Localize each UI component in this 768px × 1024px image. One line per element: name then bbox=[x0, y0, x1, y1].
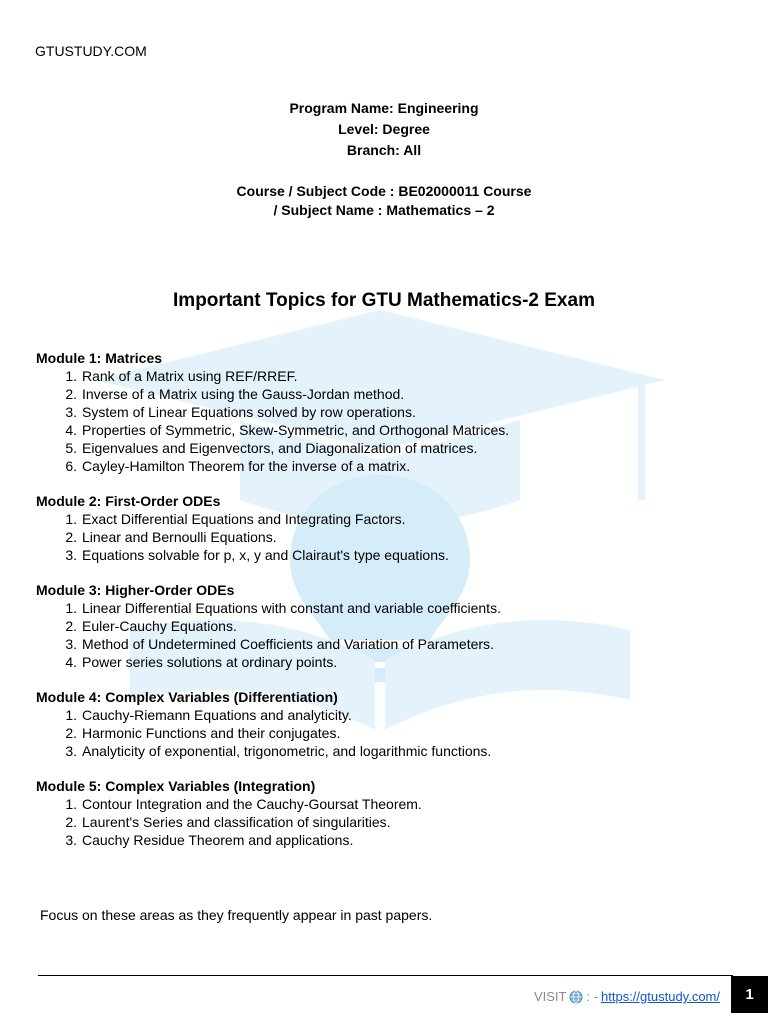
module-heading: Module 4: Complex Variables (Differentiation) bbox=[36, 689, 338, 705]
topic-text: Eigenvalues and Eigenvectors, and Diagonalization of matrices. bbox=[82, 440, 478, 456]
page-title: Important Topics for GTU Mathematics-2 Exam bbox=[173, 290, 595, 311]
program-name: Program Name: Engineering bbox=[289, 100, 479, 116]
visit-separator: : - bbox=[586, 989, 599, 1004]
topic-number: 2. bbox=[65, 529, 77, 545]
topic-item bbox=[65, 546, 736, 564]
site-name: GTUSTUDY.COM bbox=[35, 43, 147, 59]
topic-item bbox=[65, 724, 736, 742]
topic-text: Cauchy-Riemann Equations and analyticity. bbox=[82, 707, 352, 723]
module-heading: Module 3: Higher-Order ODEs bbox=[36, 582, 235, 598]
module-section bbox=[36, 581, 736, 671]
topic-text: Laurent's Series and classification of singularities. bbox=[82, 814, 391, 830]
topic-number: 1. bbox=[65, 368, 77, 384]
visit-label: VISIT bbox=[533, 989, 567, 1004]
topic-text: System of Linear Equations solved by row operations. bbox=[82, 404, 416, 420]
topic-item bbox=[65, 457, 736, 475]
module-heading: Module 5: Complex Variables (Integration) bbox=[36, 778, 316, 794]
topic-list bbox=[36, 706, 736, 760]
topic-text: Inverse of a Matrix using the Gauss-Jordan method. bbox=[82, 386, 405, 402]
topic-number: 3. bbox=[65, 832, 77, 848]
module-section bbox=[36, 688, 736, 760]
topic-item bbox=[65, 706, 736, 724]
gtustudy-link[interactable]: https://gtustudy.com/ bbox=[601, 989, 720, 1004]
topic-number: 2. bbox=[65, 386, 77, 402]
topic-text: Method of Undetermined Coefficients and Variation of Parameters. bbox=[82, 636, 494, 652]
topic-text: Linear Differential Equations with constant and variable coefficients. bbox=[82, 600, 501, 616]
topic-text: Euler-Cauchy Equations. bbox=[82, 618, 237, 634]
topic-text: Contour Integration and the Cauchy-Goursat Theorem. bbox=[82, 796, 422, 812]
topic-number: 1. bbox=[65, 707, 77, 723]
topic-number: 2. bbox=[65, 814, 77, 830]
topic-number: 1. bbox=[65, 796, 77, 812]
topic-item bbox=[65, 528, 736, 546]
modules-list bbox=[36, 349, 736, 866]
topic-item bbox=[65, 599, 736, 617]
topic-number: 3. bbox=[65, 743, 77, 759]
module-section bbox=[36, 349, 736, 475]
topic-item bbox=[65, 421, 736, 439]
topic-list bbox=[36, 510, 736, 564]
topic-number: 4. bbox=[65, 654, 77, 670]
topic-item bbox=[65, 439, 736, 457]
topic-item bbox=[65, 813, 736, 831]
globe-icon bbox=[569, 990, 583, 1004]
topic-text: Power series solutions at ordinary points. bbox=[82, 654, 338, 670]
topic-text: Linear and Bernoulli Equations. bbox=[82, 529, 277, 545]
topic-number: 3. bbox=[65, 636, 77, 652]
branch: Branch: All bbox=[346, 142, 422, 158]
topic-list bbox=[36, 795, 736, 849]
topic-item bbox=[65, 403, 736, 421]
topic-number: 1. bbox=[65, 600, 77, 616]
module-heading: Module 1: Matrices bbox=[36, 350, 163, 366]
topic-number: 1. bbox=[65, 511, 77, 527]
page-number: 1 bbox=[731, 976, 768, 1013]
topic-number: 6. bbox=[65, 458, 77, 474]
level: Level: Degree bbox=[338, 121, 430, 137]
topic-number: 3. bbox=[65, 547, 77, 563]
topic-number: 2. bbox=[65, 618, 77, 634]
focus-note: Focus on these areas as they frequently appear in past papers. bbox=[40, 907, 433, 923]
topic-text: Rank of a Matrix using REF/RREF. bbox=[82, 368, 298, 384]
footer-divider bbox=[38, 975, 733, 976]
topic-number: 5. bbox=[65, 440, 77, 456]
topic-text: Properties of Symmetric, Skew-Symmetric, and Orthogonal Matrices. bbox=[82, 422, 510, 438]
topic-item bbox=[65, 617, 736, 635]
topic-item bbox=[65, 795, 736, 813]
topic-item bbox=[65, 385, 736, 403]
topic-number: 3. bbox=[65, 404, 77, 420]
topic-item bbox=[65, 653, 736, 671]
topic-item bbox=[65, 635, 736, 653]
topic-text: Analyticity of exponential, trigonometric, and logarithmic functions. bbox=[82, 743, 492, 759]
module-section bbox=[36, 777, 736, 849]
topic-number: 2. bbox=[65, 725, 77, 741]
topic-text: Harmonic Functions and their conjugates. bbox=[82, 725, 341, 741]
course-name-line: / Subject Name : Mathematics – 2 bbox=[273, 202, 495, 218]
topic-item bbox=[65, 367, 736, 385]
topic-text: Cayley-Hamilton Theorem for the inverse of a matrix. bbox=[82, 458, 411, 474]
topic-item bbox=[65, 742, 736, 760]
topic-list bbox=[36, 599, 736, 671]
topic-number: 4. bbox=[65, 422, 77, 438]
topic-item bbox=[65, 831, 736, 849]
module-heading: Module 2: First-Order ODEs bbox=[36, 493, 221, 509]
module-section bbox=[36, 492, 736, 564]
topic-text: Cauchy Residue Theorem and applications. bbox=[82, 832, 354, 848]
topic-list bbox=[36, 367, 736, 475]
footer-visit bbox=[534, 989, 720, 1004]
topic-text: Equations solvable for p, x, y and Clairaut's type equations. bbox=[82, 547, 449, 563]
topic-item bbox=[65, 510, 736, 528]
topic-text: Exact Differential Equations and Integrating Factors. bbox=[82, 511, 406, 527]
course-code-line: Course / Subject Code : BE02000011 Course bbox=[236, 183, 532, 199]
